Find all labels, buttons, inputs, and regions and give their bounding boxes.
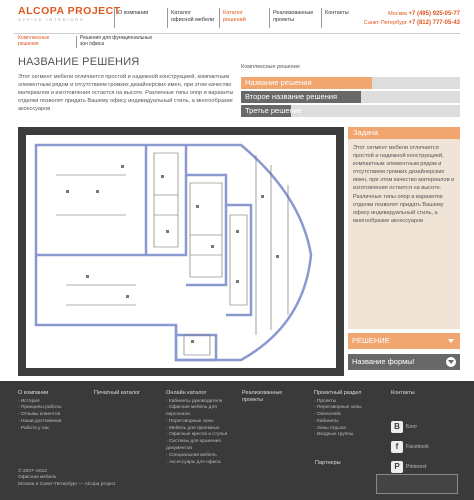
main-nav bbox=[114, 8, 361, 30]
footer-col-contacts bbox=[391, 390, 451, 397]
footer-col-projects bbox=[242, 390, 302, 403]
nav-item-furniture-catalog[interactable]: Каталог офисной мебели bbox=[167, 8, 219, 28]
solution-bar-2[interactable] bbox=[241, 91, 460, 103]
footer-col-project-section bbox=[314, 390, 384, 439]
footer-link-list bbox=[166, 399, 236, 467]
nav-item-solutions-catalog[interactable]: Каталог решений bbox=[219, 8, 269, 28]
footer-link[interactable]: › Переговорные зоны bbox=[314, 405, 384, 412]
footer-col-print-catalog bbox=[94, 390, 154, 397]
footer-link[interactable]: › Аксессуары для офиса bbox=[166, 460, 236, 467]
footer-link[interactable]: › Опенспейс bbox=[314, 412, 384, 419]
footer-link[interactable]: › Кабинеты bbox=[314, 419, 384, 426]
footer-link-list bbox=[314, 399, 384, 440]
nav-item-projects[interactable]: Реализованные проекты bbox=[269, 8, 321, 28]
footer-col-title[interactable]: Реализованные проекты bbox=[242, 390, 283, 403]
solution-bar-2-label: Второе название решения bbox=[245, 92, 338, 101]
city-spb: Санкт-Петербург bbox=[363, 20, 407, 26]
footer-col-title[interactable]: Контакты bbox=[391, 390, 415, 396]
partners-link[interactable]: Партнеры bbox=[315, 460, 341, 466]
social-blog[interactable] bbox=[391, 419, 429, 435]
form-button[interactable] bbox=[348, 354, 460, 370]
footer-link[interactable]: › Кабинеты руководителя bbox=[166, 399, 236, 406]
task-title: Задача bbox=[348, 127, 460, 139]
footer-link[interactable]: › Наши достижения bbox=[18, 419, 88, 426]
city-moscow: Москва bbox=[388, 11, 407, 17]
footer-link[interactable]: › Проекты bbox=[314, 399, 384, 406]
social-label: Pinterest bbox=[406, 464, 427, 470]
chevron-down-icon bbox=[446, 357, 456, 367]
copyright-line: Москва и Санкт-Петербург — Alcopa project bbox=[18, 481, 116, 487]
footer-link[interactable]: › Переговорные зоны bbox=[166, 419, 236, 426]
task-text: Этот сегмент мебели отличается простой и надежной конструкцией, компактным элементным рядом и отсутствием громких дизайнерских имен, при этом качество материалов и изготовления остается на высоте. Различные типы опор и вариантки отделки позволят придать Вашему офису индивидуальный стиль, а многообразие аксессуаров bbox=[353, 145, 455, 224]
footer-link[interactable]: › История bbox=[18, 399, 88, 406]
social-label: Facebook bbox=[406, 444, 429, 450]
footer-link-list bbox=[18, 399, 88, 433]
chevron-down-icon bbox=[446, 336, 456, 346]
solution-bar-1-label: Название решения bbox=[245, 78, 312, 87]
nav-item-about[interactable]: О компании bbox=[114, 8, 167, 28]
social-links bbox=[391, 419, 429, 479]
subnav-complex-solutions[interactable]: Комплексные решения bbox=[18, 35, 50, 47]
facebook-icon: f bbox=[391, 441, 403, 453]
header bbox=[0, 0, 474, 32]
phone-moscow[interactable]: +7 (495) 925-05-77 bbox=[408, 11, 460, 17]
footer-col-title[interactable]: Проектный раздел bbox=[314, 390, 362, 396]
footer-link[interactable]: › Работа у нас bbox=[18, 426, 88, 433]
task-panel bbox=[348, 127, 460, 329]
solution-button[interactable] bbox=[348, 333, 460, 349]
footer-link[interactable]: › Системы для хранения документов bbox=[166, 439, 236, 453]
header-contacts bbox=[364, 10, 460, 28]
copyright-line: Офисная мебель bbox=[18, 475, 57, 481]
promo-banner[interactable] bbox=[376, 474, 458, 494]
blog-icon: B bbox=[391, 421, 403, 433]
phone-spb[interactable]: +7 (812) 777-05-43 bbox=[408, 20, 460, 26]
social-facebook[interactable] bbox=[391, 439, 429, 455]
intro-text: Этот сегмент мебели отличается простой и надежной конструкцией, компактным элементным рядом и отсутствием громких дизайнерских имен, при этом качество материалов и изготовления остается на высоте. Различные типы опор и варианты отделки позволят придать Вашему офису индивидуальный стиль, а многообразие аксессуаров bbox=[18, 74, 234, 112]
pinterest-icon: P bbox=[391, 461, 403, 473]
footer-link[interactable]: › Принципы работы bbox=[18, 405, 88, 412]
footer-link[interactable]: › Мебель для приемных bbox=[166, 426, 236, 433]
solution-bar-3[interactable] bbox=[241, 105, 460, 117]
social-pinterest[interactable] bbox=[391, 459, 429, 475]
footer-col-online-catalog bbox=[166, 390, 236, 466]
footer-col-title[interactable]: Онлайн каталог bbox=[166, 390, 207, 396]
form-button-label: Название формы! bbox=[352, 357, 415, 366]
footer-col-about bbox=[18, 390, 88, 432]
copyright-line: © 2007–2012 bbox=[18, 469, 47, 474]
footer-link[interactable]: › Офисная мебель для персонала bbox=[166, 405, 236, 419]
page-title: НАЗВАНИЕ РЕШЕНИЯ bbox=[18, 56, 140, 68]
footer bbox=[0, 381, 474, 500]
logo-subtitle: OFFICE INTERIORS bbox=[18, 17, 85, 22]
solution-button-label: РЕШЕНИЕ bbox=[352, 336, 390, 345]
footer-link[interactable]: › Входные группы bbox=[314, 432, 384, 439]
logo-title: ALCOPA PROJECT bbox=[18, 5, 121, 17]
footer-col-title[interactable]: О компании bbox=[18, 390, 49, 396]
logo[interactable] bbox=[18, 6, 121, 23]
floor-plan[interactable] bbox=[26, 135, 336, 368]
subnav-divider bbox=[76, 36, 77, 48]
footer-link[interactable]: › Отзывы клиентов bbox=[18, 412, 88, 419]
nav-item-contacts[interactable]: Контакты bbox=[321, 8, 361, 28]
solution-bar-3-label: Третье решение bbox=[245, 106, 302, 115]
footer-link[interactable]: › Зоны отдыха bbox=[314, 426, 384, 433]
footer-col-title[interactable]: Печатный каталог bbox=[94, 390, 141, 396]
social-label: Блог bbox=[406, 424, 418, 430]
footer-link[interactable]: › Офисные кресла и стулья bbox=[166, 432, 236, 439]
floor-plan-frame bbox=[18, 127, 344, 376]
subnav-functional-zones[interactable]: Решения для функциональных зон офиса bbox=[80, 35, 153, 47]
copyright bbox=[18, 469, 115, 488]
sub-nav bbox=[14, 33, 460, 55]
footer-link[interactable]: › Специальная мебель bbox=[166, 453, 236, 460]
solution-bar-1[interactable] bbox=[241, 77, 460, 89]
floor-plan-drawing bbox=[26, 135, 336, 368]
solutions-heading: Комплексные решения bbox=[241, 64, 300, 70]
